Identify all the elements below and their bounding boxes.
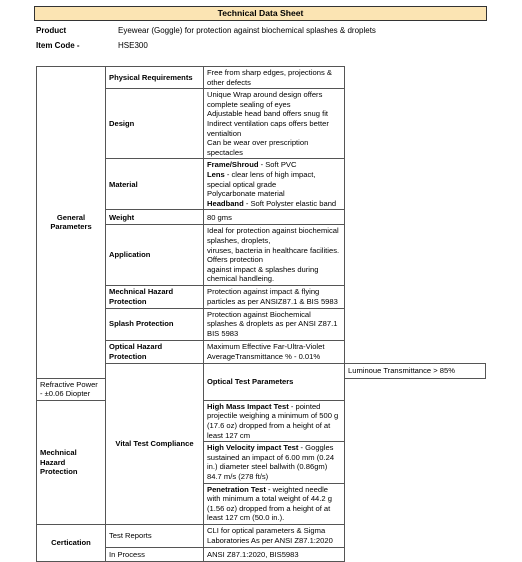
application-line: Ideal for protection against biochemical splashes, droplets, [207, 226, 339, 245]
value-test-reports: CLI for optical parameters & Sigma Laboratories As per ANSI Z87.1:2020 [204, 524, 345, 547]
high-mass-label: High Mass Impact Test [207, 401, 289, 411]
penetration-label: Penetration Test [207, 484, 266, 494]
headband-value: - Soft Polyster elastic band [243, 198, 337, 208]
design-line: Adjustable head band offers snug fit [207, 109, 329, 119]
high-velocity-value: - Goggles sustained an impact of 6.00 mm (0.24 in.) diameter steel ballwith (0.86gm) 84.7 m/s (278 ft/s) [207, 443, 335, 481]
param-design: Design [106, 89, 204, 159]
spec-table [36, 66, 486, 562]
high-velocity-label: High Velocity impact Test [207, 443, 299, 453]
application-line: against impact & splashes during chemical handleing. [207, 264, 319, 284]
sheet-title: Technical Data Sheet [34, 6, 487, 21]
value-high-mass [204, 400, 345, 441]
penetration-value: - weighted needle with minimum a total weight of 44.2 g (1.56 oz) dropped from a height of at least 127 cm (50.0 in.). [207, 484, 332, 523]
param-splash: Splash Protection [106, 308, 204, 340]
param-vital-mech-hazard: Mechnical Hazard Protection [37, 400, 106, 524]
value-penetration [204, 483, 345, 524]
item-code-row [36, 40, 486, 52]
value-design [204, 89, 345, 159]
param-in-process: In Process [106, 547, 204, 561]
value-optical-test-2: Refractive Power - ±0.06 Diopter [37, 378, 106, 400]
param-mech-hazard: Mechnical Hazard Protection [106, 285, 204, 308]
value-optical-test-1: Luminoue Transmittance > 85% [345, 363, 486, 378]
param-optical-test: Optical Test Parameters [204, 363, 345, 400]
category-general: General Parameters [37, 67, 106, 379]
param-optical-hazard: Optical Hazard Protection [106, 340, 204, 363]
design-line: Unique Wrap around design offers complete sealing of eyes [207, 90, 323, 109]
param-physical: Physical Requirements [106, 67, 204, 89]
table-row [37, 67, 486, 89]
lens-value: - clear lens of high impact, special optical grade [207, 169, 316, 189]
product-label: Product [36, 26, 67, 35]
product-value: Eyewear (Goggle) for protection against biochemical splashes & droplets [118, 26, 376, 35]
category-vital: Vital Test Compliance [106, 363, 204, 524]
item-code-label: Item Code - [36, 41, 80, 50]
frame-label: Frame/Shroud [207, 160, 259, 170]
param-test-reports: Test Reports [106, 524, 204, 547]
category-certification: Certication [37, 524, 106, 561]
value-splash: Protection against Biochemical splashes & droplets as per ANSI Z87.1 BIS 5983 [204, 308, 345, 340]
table-row [37, 400, 486, 441]
headband-label: Headband [207, 198, 244, 208]
frame-value: - Soft PVC [258, 160, 297, 170]
value-physical: Free from sharp edges, projections & other defects [204, 67, 345, 89]
param-weight: Weight [106, 210, 204, 225]
value-in-process: ANSI Z87.1:2020, BIS5983 [204, 547, 345, 561]
value-optical-hazard: Maximum Effective Far-Ultra-Violet AverageTransmittance % - 0.01% [204, 340, 345, 363]
value-application [204, 225, 345, 286]
design-line: Can be wear over prescription spectacles [207, 138, 309, 157]
value-weight: 80 gms [204, 210, 345, 225]
param-material: Material [106, 159, 204, 210]
value-material [204, 159, 345, 210]
item-code-value: HSE300 [118, 41, 148, 50]
param-application: Application [106, 225, 204, 286]
value-mech-hazard: Protection against impact & flying particles as per ANSIZ87.1 & BIS 5983 [204, 285, 345, 308]
high-mass-value: - pointed projectile weighing a minimum of 500 g (17.6 oz) dropped from a height of at least 127 cm [207, 401, 339, 440]
table-row [37, 524, 486, 547]
application-line: viruses, bacteria in healthcare facilities. Offers protection [207, 245, 340, 265]
lens-value-2: Polycarbonate material [207, 189, 285, 199]
product-row [36, 25, 486, 37]
value-high-velocity [204, 442, 345, 483]
lens-label: Lens [207, 169, 225, 179]
design-line: Indirect ventilation caps offers better ventialtion [207, 118, 329, 138]
